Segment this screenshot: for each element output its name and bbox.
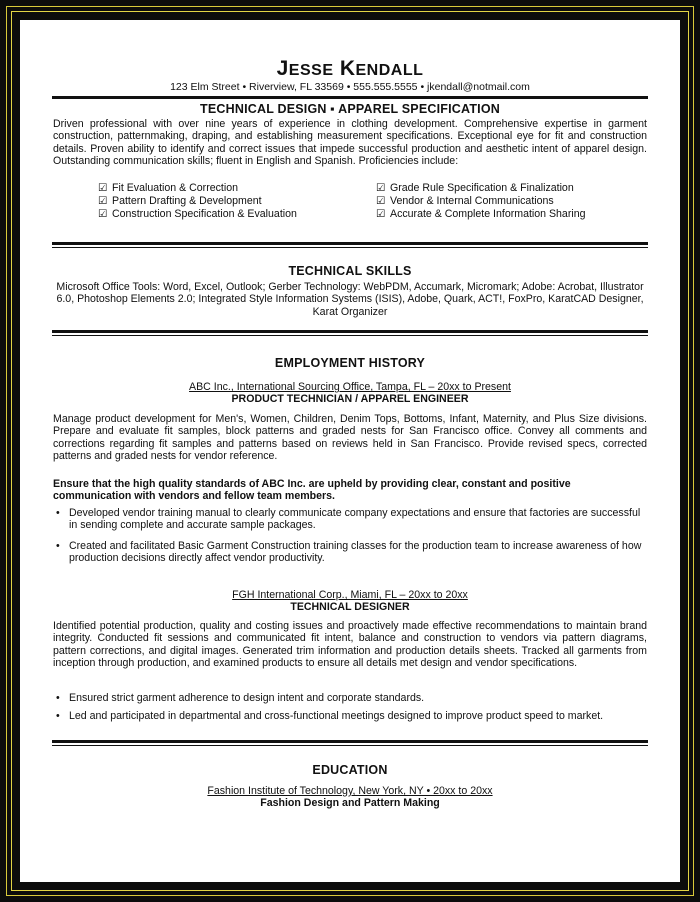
name-first: JESSE — [276, 57, 334, 80]
job-highlight-1: Ensure that the high quality standards of ABC Inc. are upheld by providing clear, constant and positive communication with vendors and fellow team members. — [53, 478, 571, 503]
summary-title: TECHNICAL DESIGN ▪ APPAREL SPECIFICATION — [200, 102, 500, 116]
bullet-icon: • — [56, 507, 60, 519]
job-employer-2: FGH International Corp., Miami, FL – 20xx to 20xx — [232, 589, 468, 601]
education-degree: Fashion Design and Pattern Making — [260, 797, 440, 809]
bullet-icon: • — [56, 710, 60, 722]
job-description-2: Identified potential production, quality and costing issues and proactively made effective recommendations to maintain brand integrity. Conducted fit sessions and communicated fit intent, balance and construction to vendors via pattern diagrams, pattern corrections, and digital images. Generated trim information and production details sheets. Tracked all garments from inception through production, and examined products to ensure all details met design and vendor specifications. — [53, 620, 647, 670]
skills-title: TECHNICAL SKILLS — [288, 264, 412, 278]
job-role-2: TECHNICAL DESIGNER — [290, 601, 410, 613]
contact-line: 123 Elm Street • Riverview, FL 33569 • 555.555.5555 • jkendall@notmail.com — [170, 81, 530, 93]
proficiency-item: ☑ Fit Evaluation & Correction — [98, 182, 239, 194]
education-school: Fashion Institute of Technology, New York, NY • 20xx to 20xx — [207, 785, 493, 797]
checkbox-icon: ☑ — [98, 195, 108, 207]
skills-divider-thin — [52, 335, 648, 336]
checkbox-icon: ☑ — [98, 182, 108, 194]
job-bullet: • Created and facilitated Basic Garment Construction training classes for the production team to increase awareness of how production decisions directly affect vendor productivity. — [56, 540, 642, 565]
checkbox-icon: ☑ — [376, 195, 386, 207]
proficiency-item: ☑ Accurate & Complete Information Sharing — [376, 208, 586, 220]
proficiency-list-right — [376, 182, 656, 221]
employment-title: EMPLOYMENT HISTORY — [274, 356, 426, 370]
employment-divider — [52, 740, 648, 743]
proficiency-item: ☑ Construction Specification & Evaluation — [98, 208, 297, 220]
skills-divider — [52, 330, 648, 333]
skills-text: Microsoft Office Tools: Word, Excel, Outlook; Gerber Technology: WebPDM, Accumark, Micromark; Adobe: Acrobat, Illustrator 6.0, Photoshop Elements 2.0; Integrated Style Information Systems (ISIS), Adobe, Quark, ACT!, FoxPro, KaratCAD Designer, Karat Organizer — [56, 281, 644, 318]
checkbox-icon: ☑ — [376, 208, 386, 220]
bullet-icon: • — [56, 540, 60, 552]
job-employer-1: ABC Inc., International Sourcing Office, Tampa, FL – 20xx to Present — [189, 381, 511, 393]
resume-page — [20, 20, 680, 882]
summary-divider-thin — [52, 247, 648, 248]
job-role-1: PRODUCT TECHNICIAN / APPAREL ENGINEER — [231, 393, 469, 405]
bullet-icon: • — [56, 692, 60, 704]
checkbox-icon: ☑ — [376, 182, 386, 194]
proficiency-item: ☑ Pattern Drafting & Development — [98, 195, 262, 207]
candidate-name — [20, 57, 680, 81]
job-bullet: • Developed vendor training manual to clearly communicate company expectations and ensure that factories are successful in sending complete and accurate sample packages. — [56, 507, 641, 532]
name-last: KENDALL — [339, 57, 424, 80]
header-divider — [52, 96, 648, 99]
job-description-1: Manage product development for Men's, Women, Children, Denim Tops, Bottoms, Infant, Maternity, and Plus Size divisions. Prepare and evaluate fit samples, block patterns and graded nests for San Francisco office. Convey all comments and corrections regarding fit samples and patterns based on reviews held in San Francisco. Provide revised specs, corrected patterns and graded nests for vendor reference. — [53, 413, 647, 463]
checkbox-icon: ☑ — [98, 208, 108, 220]
proficiency-item: ☑ Vendor & Internal Communications — [376, 195, 554, 207]
summary-divider — [52, 242, 648, 245]
summary-text: Driven professional with over nine years of experience in clothing development. Comprehensive expertise in garment construction, patternmaking, draping, and establishing measurement specifications. Exceptional eye for fit and construction details. Proven ability to identify and correct issues that impede successful production and aesthetic intent of apparel design. Outstanding communication skills; fluent in English and Spanish. Proficiencies include: — [53, 118, 647, 168]
proficiency-list-left — [98, 182, 358, 221]
proficiency-item: ☑ Grade Rule Specification & Finalization — [376, 182, 574, 194]
employment-divider-thin — [52, 745, 648, 746]
job-bullet: • Ensured strict garment adherence to design intent and corporate standards. — [56, 692, 425, 704]
job-bullet: • Led and participated in departmental and cross-functional meetings designed to improve product speed to market. — [56, 710, 604, 722]
education-title: EDUCATION — [312, 763, 388, 777]
